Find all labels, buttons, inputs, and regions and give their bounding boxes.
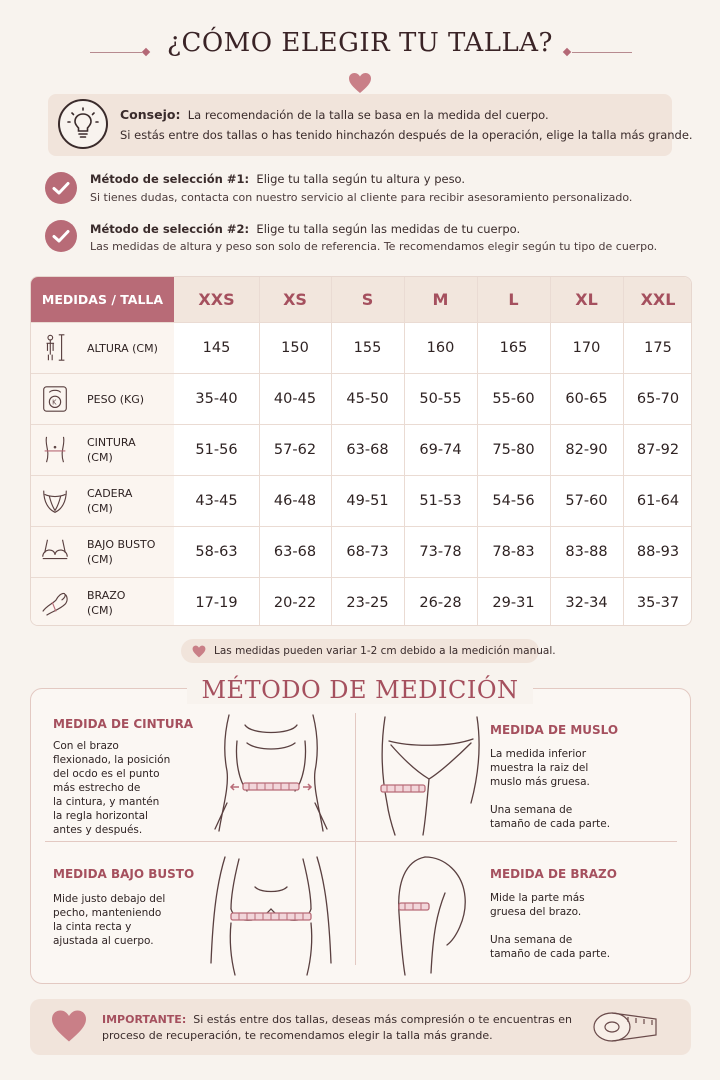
measurement-panel bbox=[30, 688, 691, 984]
tip-text-1: La recomendación de la talla se basa en la medida del cuerpo. bbox=[187, 108, 549, 122]
measurement-title: MÉTODO DE MEDICIÓN bbox=[0, 676, 720, 704]
table-row bbox=[31, 424, 692, 475]
table-cell: 17-19 bbox=[195, 595, 238, 611]
table-cell: 57-60 bbox=[565, 493, 608, 509]
row-label: CINTURA (CM) bbox=[87, 436, 136, 464]
table-cell: 175 bbox=[644, 340, 672, 356]
check-icon bbox=[45, 220, 77, 252]
title-divider-left bbox=[90, 52, 142, 53]
size-header-s: S bbox=[361, 290, 374, 309]
table-cell: 26-28 bbox=[419, 595, 462, 611]
table-cell: 61-64 bbox=[636, 493, 680, 509]
page-title: ¿CÓMO ELEGIR TU TALLA? bbox=[167, 28, 553, 58]
size-header-xxl: XXL bbox=[640, 290, 676, 309]
table-cell: 29-31 bbox=[492, 595, 535, 611]
table-cell: 165 bbox=[499, 340, 528, 356]
waist-text: Con el brazo flexionado, la posición del ocdo es el punto más estrecho de la cintura, y mantén la regla horizontal antes y después. bbox=[53, 740, 171, 836]
bust-title: MEDIDA BAJO BUSTO bbox=[53, 867, 195, 881]
table-cell: 60-65 bbox=[565, 391, 608, 407]
table-cell: 55-60 bbox=[492, 391, 535, 407]
table-cell: 35-37 bbox=[636, 595, 680, 611]
heart-icon bbox=[192, 645, 206, 658]
bust-text: Mide justo debajo del pecho, manteniendo la cinta recta y ajustada al cuerpo. bbox=[53, 893, 166, 947]
table-cell: 65-70 bbox=[636, 391, 680, 407]
table-cell: 40-45 bbox=[273, 391, 317, 407]
table-cell: 58-63 bbox=[195, 544, 238, 560]
thigh-text: La medida inferior muestra la raiz del muslo más gruesa. Una semana de tamaño de cada parte. bbox=[490, 748, 611, 830]
table-cell: 78-83 bbox=[492, 544, 535, 560]
table-cell: 57-62 bbox=[273, 442, 317, 458]
method-1-label: Método de selección #1: bbox=[90, 172, 250, 186]
table-cell: 51-56 bbox=[195, 442, 238, 458]
check-icon bbox=[45, 172, 77, 204]
row-label: BAJO BUSTO (CM) bbox=[87, 538, 156, 566]
height-icon bbox=[39, 332, 71, 364]
heart-icon bbox=[50, 1009, 88, 1043]
table-cell: 69-74 bbox=[419, 442, 462, 458]
table-cell: 63-68 bbox=[273, 544, 317, 560]
size-header-xs: XS bbox=[283, 290, 307, 309]
table-cell: 45-50 bbox=[346, 391, 389, 407]
important-label: IMPORTANTE: bbox=[102, 1013, 187, 1026]
lightbulb-icon bbox=[58, 99, 108, 149]
waist-title: MEDIDA DE CINTURA bbox=[53, 717, 194, 731]
bra-icon bbox=[39, 536, 71, 568]
row-header bbox=[31, 425, 174, 475]
table-row bbox=[31, 373, 692, 424]
thigh-figure-illustration bbox=[371, 713, 491, 837]
tip-line-1 bbox=[120, 107, 549, 122]
scale-icon bbox=[39, 383, 71, 415]
column-divider bbox=[331, 277, 332, 626]
measurement-note bbox=[181, 639, 556, 663]
table-cell: 160 bbox=[426, 340, 455, 356]
method-1-sub: Si tienes dudas, contacta con nuestro servicio al cliente para recibir asesoramiento personalizado. bbox=[90, 191, 633, 204]
table-cell: 170 bbox=[572, 340, 601, 356]
row-header bbox=[31, 323, 174, 373]
waist-icon bbox=[39, 434, 71, 466]
panel-divider-horizontal bbox=[45, 841, 677, 842]
svg-text:K: K bbox=[52, 398, 57, 407]
table-cell: 35-40 bbox=[195, 391, 238, 407]
table-cell: 83-88 bbox=[565, 544, 608, 560]
panel-divider-vertical bbox=[355, 713, 356, 965]
row-label: PESO (KG) bbox=[87, 393, 145, 406]
table-cell: 73-78 bbox=[419, 544, 462, 560]
table-cell: 75-80 bbox=[492, 442, 535, 458]
size-header-xl: XL bbox=[575, 290, 598, 309]
table-cell: 82-90 bbox=[565, 442, 608, 458]
table-cell: 32-34 bbox=[565, 595, 608, 611]
column-divider bbox=[259, 277, 260, 626]
table-header bbox=[31, 277, 692, 322]
table-cell: 63-68 bbox=[346, 442, 389, 458]
arm-icon bbox=[39, 587, 71, 619]
method-2-text: Elige tu talla según las medidas de tu cuerpo. bbox=[256, 222, 521, 236]
bust-figure-illustration bbox=[201, 853, 341, 979]
column-divider bbox=[477, 277, 478, 626]
table-cell: 155 bbox=[353, 340, 382, 356]
table-row bbox=[31, 475, 692, 526]
table-cell: 50-55 bbox=[419, 391, 462, 407]
method-2 bbox=[90, 222, 520, 236]
table-cell: 20-22 bbox=[273, 595, 317, 611]
table-cell: 54-56 bbox=[492, 493, 535, 509]
size-table bbox=[30, 276, 692, 626]
table-row bbox=[31, 526, 692, 577]
table-row bbox=[31, 577, 692, 626]
table-cell: 43-45 bbox=[195, 493, 238, 509]
tip-text-2: Si estás entre dos tallas o has tenido hinchazón después de la operación, elige la talla más grande. bbox=[120, 128, 693, 142]
table-header-label: MEDIDAS / TALLA bbox=[31, 277, 174, 322]
row-label: BRAZO (CM) bbox=[87, 589, 126, 617]
row-header bbox=[31, 476, 174, 526]
title-divider-right bbox=[572, 52, 632, 53]
waist-figure-illustration bbox=[201, 711, 341, 837]
tip-box bbox=[48, 94, 693, 156]
row-header bbox=[31, 527, 174, 577]
column-divider bbox=[550, 277, 551, 626]
thigh-title: MEDIDA DE MUSLO bbox=[490, 723, 619, 737]
tip-label: Consejo: bbox=[120, 107, 181, 122]
table-row bbox=[31, 322, 692, 373]
table-cell: 150 bbox=[281, 340, 309, 356]
method-1 bbox=[90, 172, 465, 186]
column-divider bbox=[404, 277, 405, 626]
hip-icon bbox=[39, 485, 71, 517]
table-cell: 23-25 bbox=[346, 595, 389, 611]
arm-title: MEDIDA DE BRAZO bbox=[490, 867, 617, 881]
row-label: CADERA (CM) bbox=[87, 487, 133, 515]
important-text: IMPORTANTE: Si estás entre dos tallas, deseas más compresión o te encuentras en proceso de recuperación, te recomendamos elegir la talla más grande. bbox=[102, 1013, 572, 1042]
table-cell: 51-53 bbox=[419, 493, 462, 509]
table-cell: 88-93 bbox=[636, 544, 680, 560]
size-header-xxs: XXS bbox=[198, 290, 235, 309]
method-2-sub: Las medidas de altura y peso son solo de referencia. Te recomendamos elegir según tu tipo de cuerpo. bbox=[90, 240, 658, 253]
table-cell: 145 bbox=[202, 340, 231, 356]
table-cell: 87-92 bbox=[636, 442, 680, 458]
method-1-text: Elige tu talla según tu altura y peso. bbox=[256, 172, 466, 186]
column-divider bbox=[623, 277, 624, 626]
table-cell: 46-48 bbox=[273, 493, 317, 509]
size-header-l: L bbox=[508, 290, 519, 309]
size-header-m: M bbox=[432, 290, 449, 309]
table-cell: 49-51 bbox=[346, 493, 389, 509]
arm-figure-illustration bbox=[385, 853, 485, 977]
row-header bbox=[31, 374, 174, 424]
row-header bbox=[31, 578, 174, 626]
method-2-label: Método de selección #2: bbox=[90, 222, 250, 236]
row-label: ALTURA (CM) bbox=[87, 342, 158, 355]
table-cell: 68-73 bbox=[346, 544, 389, 560]
heart-icon bbox=[348, 72, 372, 94]
note-text: Las medidas pueden variar 1-2 cm debido a la medición manual. bbox=[214, 645, 556, 657]
measuring-tape-icon bbox=[590, 1007, 664, 1047]
important-box bbox=[30, 999, 691, 1055]
arm-text: Mide la parte más gruesa del brazo. Una semana de tamaño de cada parte. bbox=[490, 892, 611, 960]
